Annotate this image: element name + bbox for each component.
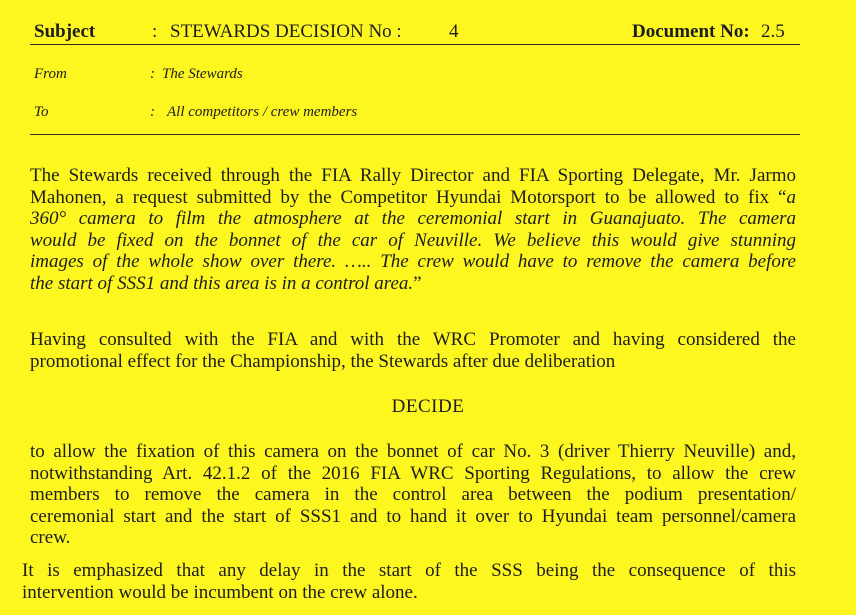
to-separator: :: [150, 104, 155, 120]
request-paragraph: [30, 165, 796, 294]
to-value: All competitors / crew members: [167, 104, 358, 120]
paragraph-line: would be fixed on the bonnet of the car of Neuville. We believe this would give stunning: [30, 229, 796, 251]
decision-number: 4: [449, 21, 459, 42]
from-label: From: [34, 66, 67, 82]
paragraph-line: The Stewards received through the FIA Rally Director and FIA Sporting Delegate, Mr. Jarmo: [30, 165, 796, 186]
from-separator: :: [150, 66, 155, 82]
paragraph-line: notwithstanding Art. 42.1.2 of the 2016 FIA WRC Sporting Regulations, to allow the crew: [30, 462, 796, 484]
paragraph-line: images of the whole show over there. ….. The crew would have to remove the camera before: [30, 251, 796, 272]
paragraph-line: promotional effect for the Championship, the Stewards after due deliberation: [30, 350, 616, 372]
paragraph-line: 360° camera to film the atmosphere at the ceremonial start in Guanajuato. The camera: [30, 208, 796, 229]
consultation-paragraph: [30, 329, 796, 372]
paragraph-line: intervention would be incumbent on the crew alone.: [22, 581, 418, 603]
paragraph-line: It is emphasized that any delay in the start of the SSS being the consequence of this: [22, 560, 796, 581]
from-value: The Stewards: [162, 66, 243, 82]
emphasis-paragraph: [22, 560, 796, 603]
decision-title: STEWARDS DECISION No :: [170, 21, 402, 42]
paragraph-line: the start of SSS1 and this area is in a control area.”: [30, 272, 422, 294]
header-divider: [30, 44, 800, 45]
paragraph-line: Having consulted with the FIA and with the WRC Promoter and having considered the: [30, 329, 796, 350]
decision-paragraph: [30, 441, 796, 549]
paragraph-line: crew.: [30, 527, 71, 548]
document-number-label: Document No:: [632, 21, 750, 42]
paragraph-line: members to remove the camera in the control area between the podium presentation/: [30, 484, 796, 505]
paragraph-line: to allow the fixation of this camera on the bonnet of car No. 3 (driver Thierry Neuville) and,: [30, 441, 796, 462]
subject-label: Subject: [34, 21, 96, 42]
subject-separator: :: [152, 21, 158, 42]
to-label: To: [34, 104, 49, 120]
paragraph-line: Mahonen, a request submitted by the Competitor Hyundai Motorsport to be allowed to fix “a: [30, 186, 796, 208]
paragraph-line: ceremonial start and the start of SSS1 and to hand it over to Hyundai team personnel/camera: [30, 505, 796, 527]
decide-heading: DECIDE: [391, 396, 465, 417]
document-number-value: 2.5: [761, 21, 785, 42]
meta-divider: [30, 134, 800, 135]
